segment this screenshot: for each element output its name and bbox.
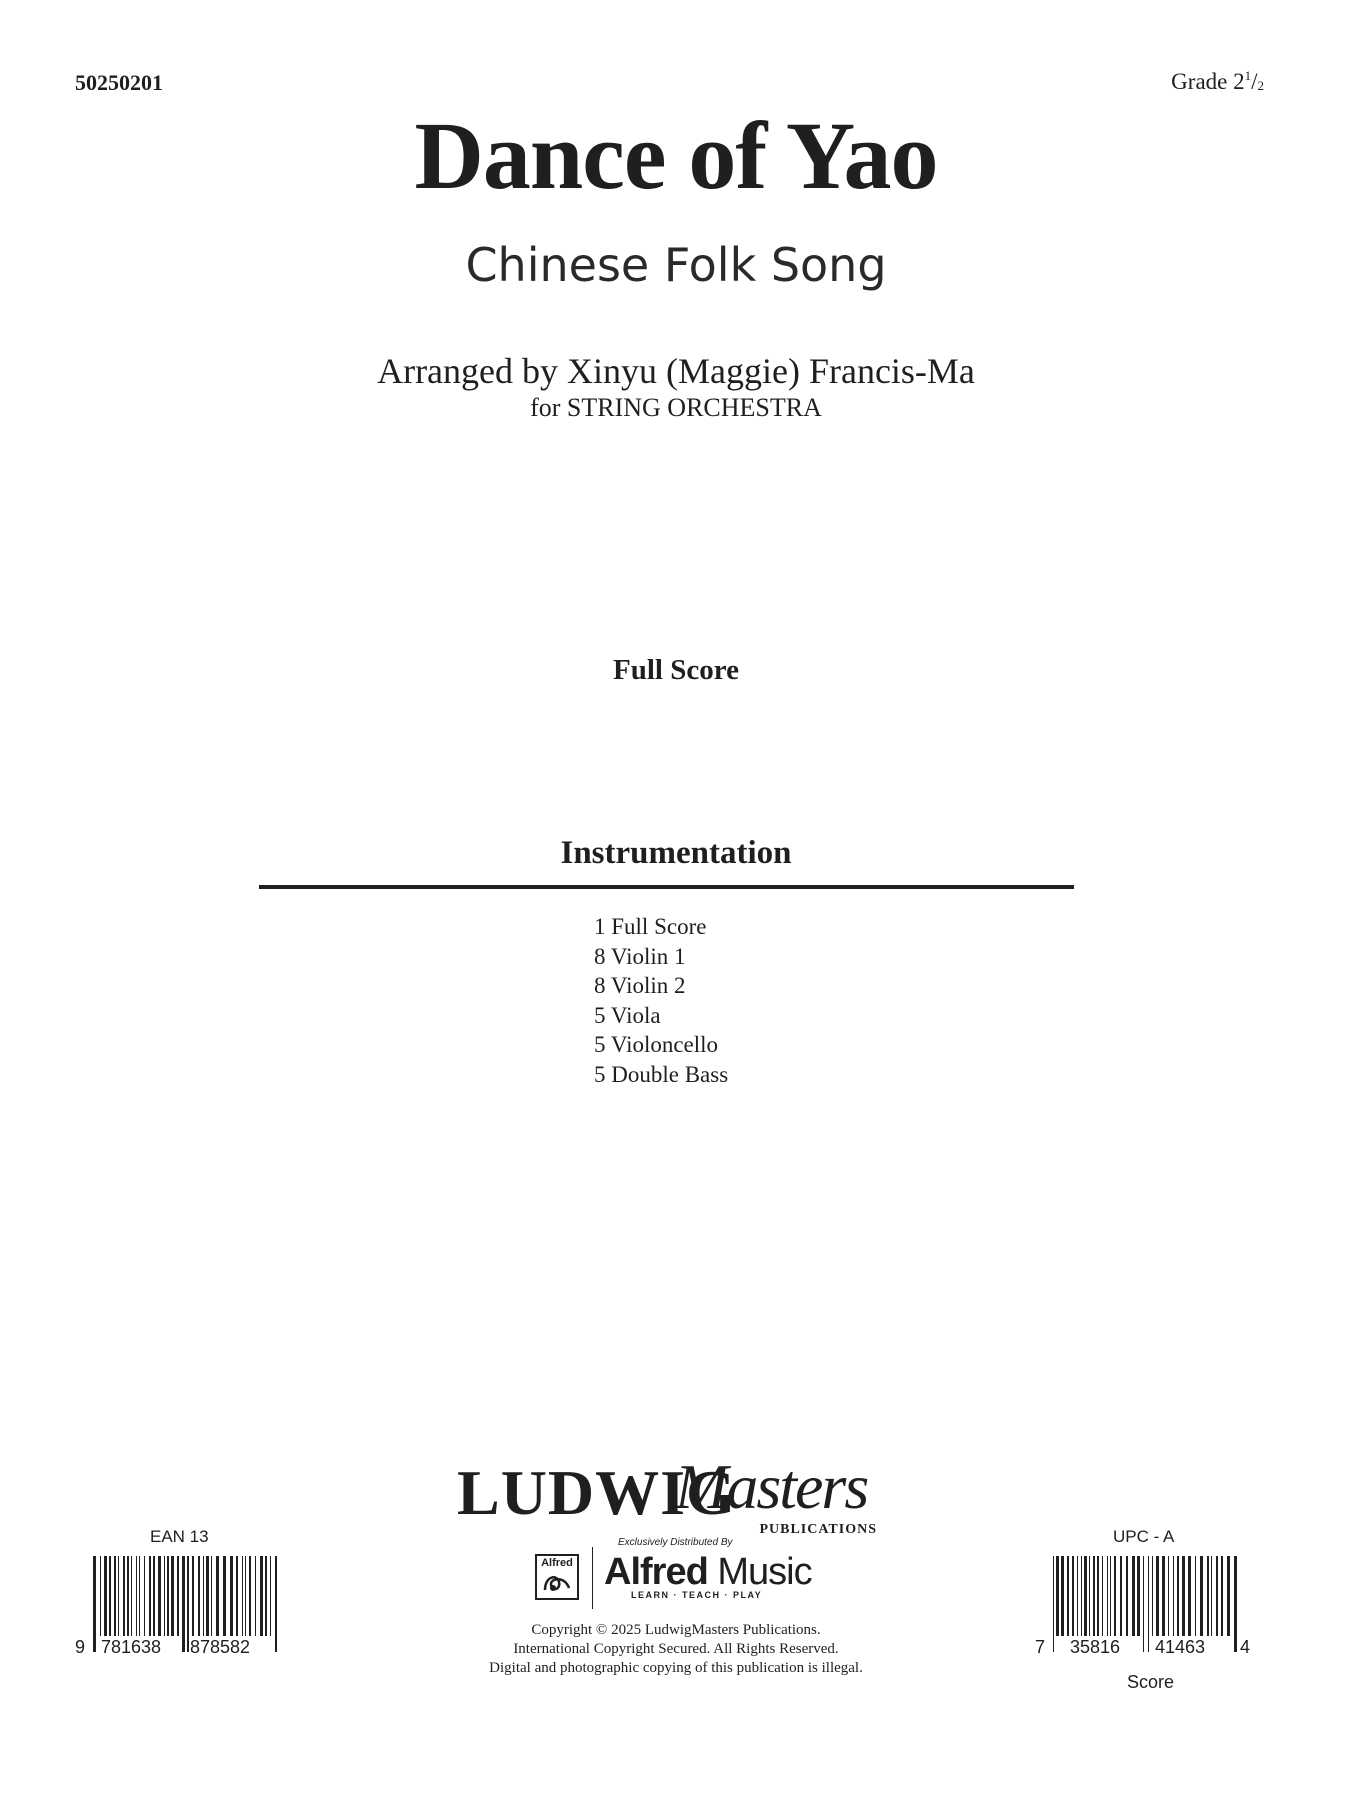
barcode-bar <box>1216 1556 1218 1636</box>
barcode-bar <box>1227 1556 1230 1636</box>
grade-level: Grade $2^1/_2$ <box>1171 68 1264 94</box>
barcode-bar <box>1195 1556 1196 1636</box>
ean-label: EAN 13 <box>150 1527 209 1546</box>
barcode-bar <box>1120 1556 1122 1636</box>
barcode-bar <box>131 1556 132 1636</box>
barcode-bar <box>153 1556 155 1636</box>
barcode-bar <box>1162 1556 1165 1636</box>
barcode-bar <box>230 1556 233 1636</box>
barcode-bar <box>1067 1556 1069 1636</box>
barcode-bar <box>1132 1556 1135 1636</box>
upc-digit-lead: 7 <box>1035 1637 1046 1657</box>
barcode-bar <box>255 1556 256 1636</box>
list-item: 1 Full Score <box>594 914 707 939</box>
barcode-bar <box>203 1556 204 1636</box>
logo-publications: PUBLICATIONS <box>759 1522 877 1537</box>
ensemble-label: for STRING ORCHESTRA <box>530 393 822 422</box>
barcode-bar <box>139 1556 140 1636</box>
barcode-bar <box>1182 1556 1185 1636</box>
logo-ludwig: LUDWIG <box>457 1457 737 1528</box>
music-word: Music <box>717 1551 812 1593</box>
barcode-bar <box>158 1556 161 1636</box>
barcode-bar <box>109 1556 111 1636</box>
barcode-bar <box>1084 1556 1087 1636</box>
barcode-bar <box>177 1556 179 1636</box>
score-type: Full Score <box>613 654 739 686</box>
barcode-bar <box>1137 1556 1140 1636</box>
instrumentation-heading: Instrumentation <box>560 835 792 871</box>
upc-digit-check: 4 <box>1240 1637 1251 1657</box>
alfred-tagline: LEARN · TEACH · PLAY <box>631 1590 763 1600</box>
grade-denominator: 2 <box>1257 78 1264 93</box>
barcode-bar <box>1156 1556 1159 1636</box>
barcode-bar <box>245 1556 246 1636</box>
barcode-bar <box>242 1556 243 1636</box>
subtitle: Chinese Folk Song <box>465 238 887 292</box>
barcode-bar <box>1061 1556 1064 1636</box>
barcode-bar <box>1093 1556 1095 1636</box>
catalog-number: 50250201 <box>75 70 163 95</box>
copyright-line: Digital and photographic copying of this publication is illegal. <box>489 1660 863 1676</box>
barcode-bar <box>127 1556 129 1636</box>
barcode-bar <box>270 1556 271 1636</box>
barcode-bar <box>1221 1556 1223 1636</box>
barcode-bar <box>236 1556 238 1636</box>
barcode-bar <box>275 1556 277 1652</box>
barcode-bar <box>1143 1556 1144 1652</box>
barcode-bar <box>198 1556 200 1636</box>
barcode-bar <box>1168 1556 1169 1636</box>
upc-label: UPC - A <box>1113 1527 1175 1546</box>
barcode-bar <box>265 1556 267 1636</box>
upc-digits-left: 35816 <box>1070 1637 1121 1657</box>
ludwigmasters-logo <box>457 1451 877 1540</box>
barcode-bar <box>144 1556 145 1636</box>
grade-numerator: 1 <box>1244 68 1252 83</box>
copyright-line: International Copyright Secured. All Rights Reserved. <box>513 1641 839 1657</box>
barcode-bar <box>249 1556 251 1636</box>
ean-digit-lead: 9 <box>75 1637 86 1657</box>
barcode-bar <box>206 1556 209 1636</box>
barcode-bar <box>93 1556 96 1652</box>
logo-masters: Masters <box>675 1451 868 1522</box>
barcode-bar <box>100 1556 101 1636</box>
barcode-bar <box>1056 1556 1059 1636</box>
barcode-bar <box>1077 1556 1078 1636</box>
barcode-bar <box>260 1556 263 1636</box>
alfred-word: Alfred <box>604 1551 708 1593</box>
alfred-logo-icon <box>535 1554 579 1600</box>
barcode-bar <box>187 1556 189 1652</box>
barcode-bar <box>1053 1556 1054 1652</box>
barcode-bar <box>114 1556 116 1636</box>
alfred-music-wordmark <box>604 1551 812 1594</box>
barcode-bar <box>1188 1556 1191 1636</box>
barcode-bar <box>171 1556 174 1636</box>
barcode-bar <box>1089 1556 1090 1636</box>
upc-digits-right: 41463 <box>1155 1637 1206 1657</box>
list-item: 5 Double Bass <box>594 1061 729 1087</box>
barcode-bar <box>104 1556 107 1636</box>
barcode-bar <box>1207 1556 1209 1636</box>
instrumentation-list <box>594 912 728 1090</box>
barcode-bar <box>216 1556 219 1636</box>
barcode-bar <box>167 1556 169 1636</box>
barcode-bar <box>1200 1556 1203 1636</box>
barcode-bar <box>1114 1556 1116 1636</box>
barcode-bar <box>1126 1556 1128 1636</box>
distributed-by: Exclusively Distributed By <box>618 1537 733 1548</box>
ean-digits-right: 878582 <box>190 1637 251 1657</box>
barcode-bar <box>1173 1556 1174 1636</box>
barcode-bar <box>136 1556 137 1636</box>
barcode-bar <box>123 1556 125 1636</box>
list-item: 5 Violoncello <box>594 1032 719 1058</box>
barcode-bar <box>192 1556 194 1636</box>
barcode-bar <box>1072 1556 1074 1636</box>
barcode-bar <box>149 1556 151 1636</box>
barcode-bar <box>1110 1556 1111 1636</box>
grade-prefix: Grade 2 <box>1171 69 1245 94</box>
barcode-bar <box>118 1556 119 1636</box>
barcode-bar <box>1152 1556 1153 1636</box>
score-label: Score <box>1127 1672 1175 1692</box>
barcode-bar <box>1148 1556 1149 1652</box>
barcode-bar <box>1107 1556 1108 1636</box>
alfred-divider <box>592 1547 593 1609</box>
arranger-credit: Arranged by Xinyu (Maggie) Francis-Ma <box>377 351 975 391</box>
list-item: 8 Violin 2 <box>594 973 686 999</box>
alfred-box-text: Alfred <box>541 1557 573 1569</box>
page-title: Dance of Yao <box>414 102 938 209</box>
barcode-bar <box>1177 1556 1179 1636</box>
barcode-bar <box>1081 1556 1082 1636</box>
barcode-bar <box>182 1556 185 1652</box>
barcode-bar <box>1102 1556 1103 1636</box>
barcode-bar <box>1234 1556 1237 1652</box>
instrumentation-divider <box>259 885 1074 889</box>
list-item: 5 Viola <box>594 1002 661 1028</box>
barcode-bar <box>223 1556 226 1636</box>
ean-digits-left: 781638 <box>101 1637 162 1657</box>
copyright-line: Copyright © 2025 LudwigMasters Publications. <box>531 1622 821 1638</box>
barcode-bar <box>211 1556 212 1636</box>
barcode-bar <box>164 1556 165 1636</box>
barcode-bar <box>1097 1556 1099 1636</box>
barcode-bar <box>1211 1556 1212 1636</box>
list-item: 8 Violin 1 <box>594 943 686 969</box>
